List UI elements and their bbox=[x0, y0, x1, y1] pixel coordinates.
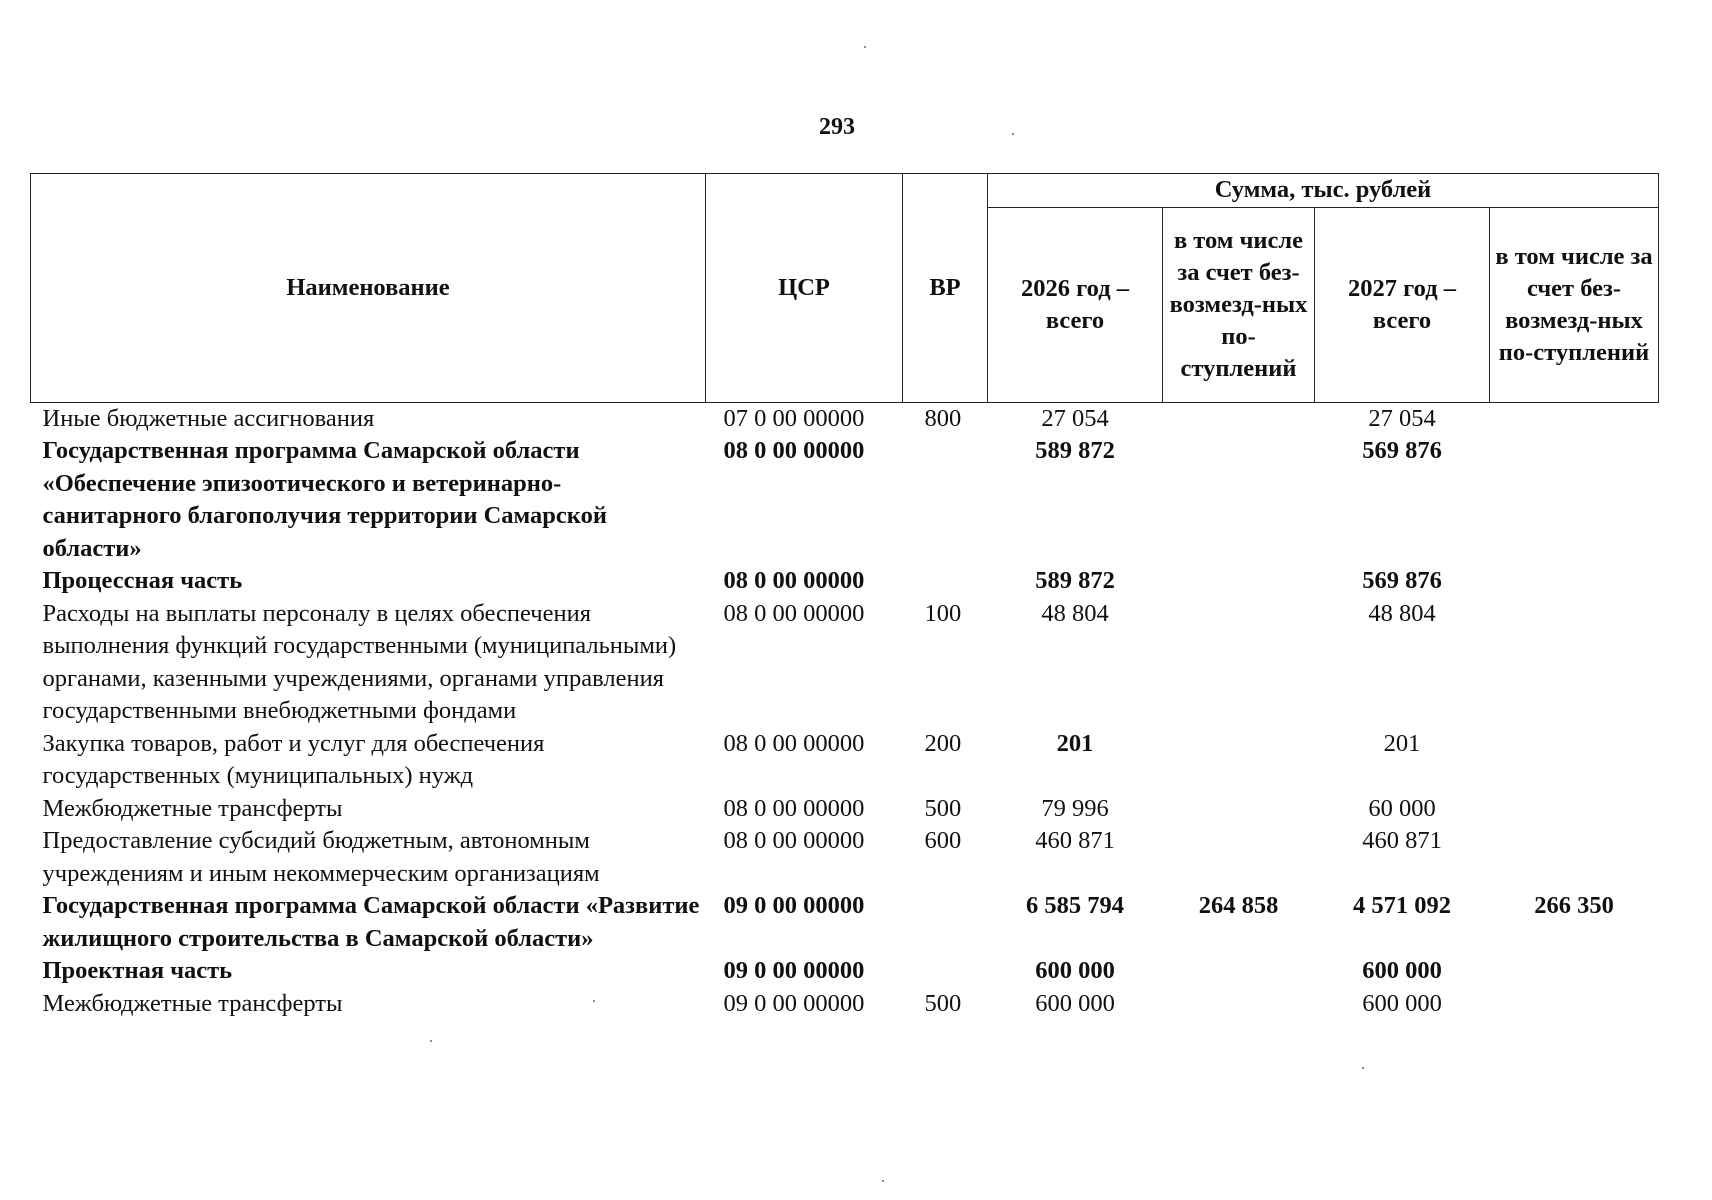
row-name: Межбюджетные трансферты bbox=[42, 989, 343, 1017]
row-csr: 09 0 00 00000 bbox=[723, 957, 865, 984]
row-name: Расходы на выплаты персоналу в целях обеспечения выполнения функций государственными (муниципальными) органами, казенными учреждениями, органами управления государственными внебюджетными фондами bbox=[42, 599, 677, 724]
header-2026-total: 2026 год – всего bbox=[988, 207, 1163, 402]
table-row bbox=[31, 825, 1659, 890]
row-2027-total: 60 000 bbox=[1368, 794, 1436, 822]
header-vr: ВР bbox=[903, 174, 988, 403]
table-row bbox=[31, 565, 1659, 598]
table-body bbox=[31, 402, 1659, 1020]
row-csr: 09 0 00 00000 bbox=[723, 989, 865, 1017]
row-vr: 500 bbox=[924, 989, 962, 1017]
row-2027-grants bbox=[1490, 565, 1659, 598]
header-csr: ЦСР bbox=[706, 174, 903, 403]
row-csr: 08 0 00 00000 bbox=[723, 729, 865, 757]
row-2026-grants bbox=[1163, 955, 1315, 988]
row-vr: 500 bbox=[924, 794, 962, 822]
row-2026-total: 79 996 bbox=[1041, 794, 1109, 822]
scan-speck bbox=[1362, 1067, 1364, 1069]
row-name: Закупка товаров, работ и услуг для обеспечения государственных (муниципальных) нужд bbox=[42, 729, 545, 789]
row-2027-total: 27 054 bbox=[1368, 404, 1436, 432]
row-2026-grants bbox=[1163, 435, 1315, 565]
row-2027-grants bbox=[1490, 825, 1659, 890]
header-name: Наименование bbox=[31, 174, 706, 403]
row-csr: 08 0 00 00000 bbox=[723, 567, 865, 594]
row-csr: 08 0 00 00000 bbox=[723, 437, 865, 464]
row-2026-grants bbox=[1163, 728, 1315, 793]
row-2027-total: 460 871 bbox=[1362, 827, 1442, 854]
table-row bbox=[31, 890, 1659, 955]
table-row bbox=[31, 402, 1659, 435]
table-row bbox=[31, 435, 1659, 565]
row-vr: 800 bbox=[924, 404, 962, 432]
row-2026-total: 589 872 bbox=[1035, 567, 1115, 594]
row-csr: 07 0 00 00000 bbox=[723, 404, 865, 432]
row-2027-total: 569 876 bbox=[1362, 437, 1442, 464]
row-2027-total: 569 876 bbox=[1362, 567, 1442, 594]
row-2027-total: 48 804 bbox=[1368, 599, 1436, 627]
row-2027-total: 600 000 bbox=[1362, 989, 1442, 1017]
header-2027-grants: в том числе за счет без-возмезд-ных по-ступлений bbox=[1490, 207, 1659, 402]
row-2027-total: 201 bbox=[1383, 729, 1421, 757]
row-2027-grants bbox=[1490, 402, 1659, 435]
row-2027-grants bbox=[1490, 988, 1659, 1021]
row-csr: 08 0 00 00000 bbox=[723, 827, 865, 854]
row-2027-total: 600 000 bbox=[1362, 957, 1442, 984]
row-name: Иные бюджетные ассигнования bbox=[42, 404, 375, 432]
row-2026-total: 48 804 bbox=[1041, 599, 1109, 627]
row-2026-total: 27 054 bbox=[1041, 404, 1109, 432]
table-row bbox=[31, 598, 1659, 728]
row-2026-total: 589 872 bbox=[1035, 437, 1115, 464]
row-csr: 08 0 00 00000 bbox=[723, 599, 865, 627]
row-2026-total: 201 bbox=[1056, 729, 1094, 757]
header-2027-total: 2027 год – всего bbox=[1315, 207, 1490, 402]
row-2026-grants bbox=[1163, 598, 1315, 728]
row-2026-grants: 264 858 bbox=[1198, 892, 1279, 919]
row-vr bbox=[903, 890, 988, 955]
row-csr: 08 0 00 00000 bbox=[723, 794, 865, 822]
row-vr: 100 bbox=[924, 599, 962, 627]
scan-speck bbox=[430, 1040, 432, 1042]
row-name: Предоставление субсидий бюджетным, автономным учреждениям и иным некоммерческим организациям bbox=[42, 827, 600, 887]
row-2027-total: 4 571 092 bbox=[1353, 892, 1451, 919]
row-2026-grants bbox=[1163, 402, 1315, 435]
row-2027-grants bbox=[1490, 955, 1659, 988]
header-2026-grants: в том числе за счет без-возмезд-ных по-ступлений bbox=[1163, 207, 1315, 402]
row-2027-grants bbox=[1490, 435, 1659, 565]
scan-speck bbox=[864, 46, 866, 48]
row-name: Государственная программа Самарской области «Развитие жилищного строительства в Самарской области» bbox=[42, 892, 700, 952]
row-vr bbox=[903, 565, 988, 598]
row-2026-grants bbox=[1163, 793, 1315, 826]
scan-speck bbox=[593, 1000, 595, 1002]
row-2026-total: 600 000 bbox=[1035, 957, 1115, 984]
row-2026-total: 460 871 bbox=[1035, 827, 1115, 854]
table-row bbox=[31, 793, 1659, 826]
table-header bbox=[31, 174, 1659, 403]
row-2026-total: 6 585 794 bbox=[1026, 892, 1124, 919]
row-2026-grants bbox=[1163, 825, 1315, 890]
row-2026-grants bbox=[1163, 565, 1315, 598]
budget-table bbox=[30, 173, 1659, 1020]
row-vr: 200 bbox=[924, 729, 962, 757]
table-row bbox=[31, 955, 1659, 988]
row-2027-grants bbox=[1490, 728, 1659, 793]
scan-speck bbox=[882, 1180, 884, 1182]
table-row bbox=[31, 728, 1659, 793]
table-row bbox=[31, 988, 1659, 1021]
row-vr: 600 bbox=[924, 827, 962, 854]
row-name: Межбюджетные трансферты bbox=[42, 794, 343, 822]
header-sum-group: Сумма, тыс. рублей bbox=[988, 174, 1659, 208]
row-2027-grants bbox=[1490, 598, 1659, 728]
row-2026-total: 600 000 bbox=[1035, 989, 1115, 1017]
row-csr: 09 0 00 00000 bbox=[723, 892, 865, 919]
row-vr bbox=[903, 435, 988, 565]
row-vr bbox=[903, 955, 988, 988]
page-number: 293 bbox=[819, 114, 855, 140]
row-name: Процессная часть bbox=[42, 567, 243, 594]
row-2026-grants bbox=[1163, 988, 1315, 1021]
row-2027-grants bbox=[1490, 793, 1659, 826]
scan-speck bbox=[1012, 133, 1014, 135]
row-name: Государственная программа Самарской области «Обеспечение эпизоотического и ветеринарно-санитарного благополучия территории Самарской области» bbox=[42, 437, 607, 562]
row-name: Проектная часть bbox=[42, 957, 233, 984]
row-2027-grants: 266 350 bbox=[1534, 892, 1614, 919]
